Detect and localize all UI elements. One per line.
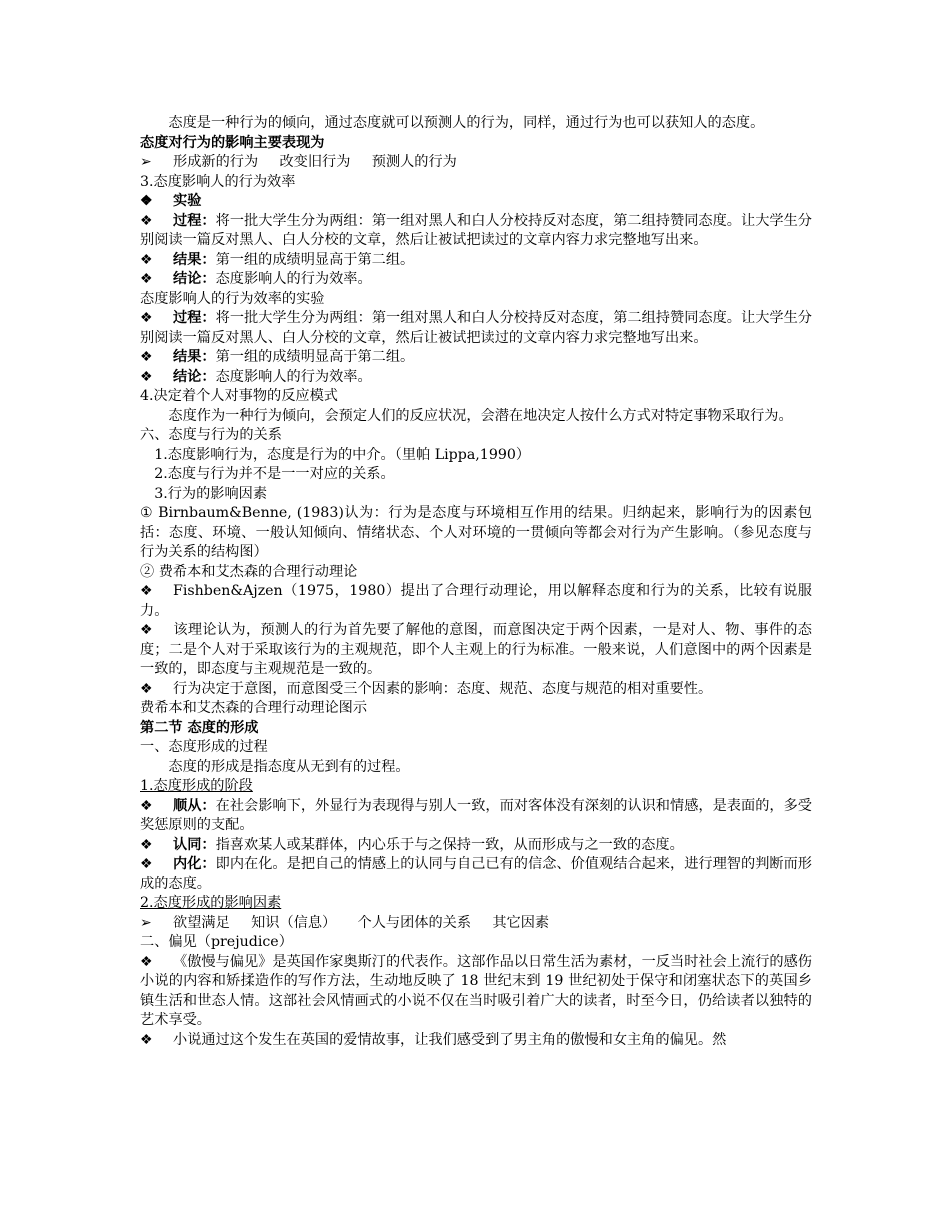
bullet-list-item: ❖ 认同：指喜欢某人或某群体，内心乐于与之保持一致，从而形成与之一致的态度。 (140, 836, 812, 856)
diamond-bullet-icon: ❖ (140, 349, 153, 365)
subheading: 3.态度影响人的行为效率 (140, 173, 296, 190)
list-item: 2.态度与行为并不是一一对应的关系。 (154, 466, 395, 482)
heading: 态度对行为的影响主要表现为 (140, 134, 325, 151)
paragraph: ② 费希本和艾杰森的合理行动理论 (140, 563, 358, 580)
arrow-bullet-icon: ➢ (140, 154, 152, 170)
diamond-bullet-icon: ❖ (140, 953, 153, 970)
diamond-bullet-icon: ❖ (140, 680, 153, 697)
chapter-heading: 第二节 态度的形成 (140, 719, 259, 736)
bullet-list-item: ➢ 形成新的行为 改变旧行为 预测人的行为 (140, 153, 812, 173)
diamond-bullet-icon: ❖ (140, 583, 153, 599)
diamond-bullet-icon: ❖ (140, 310, 153, 326)
diamond-bullet-icon: ❖ (140, 856, 153, 872)
paragraph: ① Birnbaum&Benne, (1983)认为：行为是态度与环境相互作用的结果。归纳起来，影响行为的因素包括：态度、环境、一般认知倾向、情绪状态、个人对环境的一贯倾向等都会对行为产生影响。（参见态度与行为关系的结构图） (140, 505, 812, 560)
bullet-list-item: ❖ 《傲慢与偏见》是英国作家奥斯汀的代表作。这部作品以日常生活为素材，一反当时社会上流行的感伤小说的内容和矫揉造作的写作方法，生动地反映了 18 世纪末到 19 世纪初处于保守和闭塞状态下的英国乡镇生活和世态人情。这部社会风情画式的小说不仅在当时吸引着广大的读者，时至今日，仍给读者以独特的艺术享受。 (140, 953, 812, 1028)
bullet-list-item: ❖ 实验 (140, 192, 812, 212)
bullet-list-item: ❖ 小说通过这个发生在英国的爱情故事，让我们感受到了男主角的傲慢和女主角的偏见。然 (140, 1031, 812, 1051)
arrow-bullet-icon: ➢ (140, 914, 152, 931)
bullet-list-item: ❖ 内化：即内在化。是把自己的情感上的认同与自己已有的信念、价值观结合起来，进行理智的判断而形成的态度。 (140, 856, 812, 892)
bullet-list-item: ❖ 结论：态度影响人的行为效率。 (140, 368, 812, 388)
paragraph: 费希本和艾杰森的合理行动理论图示 (140, 700, 368, 716)
list-item: 1.态度影响行为，态度是行为的中介。（里帕 Lippa,1990） (154, 446, 531, 463)
paragraph: 态度作为一种行为倾向，会预定人们的反应状况，会潜在地决定人按什么方式对特定事物采取行为。 (168, 407, 793, 424)
diamond-bullet-icon: ❖ (140, 368, 153, 385)
bullet-list-item: ❖ Fishben&Ajzen（1975，1980）提出了合理行动理论，用以解释态度和行为的关系，比较有说服力。 (140, 583, 812, 619)
diamond-bullet-icon: ❖ (140, 836, 153, 853)
section-heading: 一、态度形成的过程 (140, 739, 268, 755)
diamond-bullet-icon: ❖ (140, 193, 153, 209)
diamond-bullet-icon: ❖ (140, 251, 153, 268)
section-heading: 二、偏见（prejudice） (140, 934, 293, 950)
diamond-bullet-icon: ❖ (140, 797, 153, 814)
paragraph: 态度的形成是指态度从无到有的过程。 (168, 758, 410, 775)
bullet-list-item: ❖ 过程：将一批大学生分为两组：第一组对黑人和白人分校持反对态度，第二组持赞同态度。让大学生分别阅读一篇反对黑人、白人分校的文章，然后让被试把读过的文章内容力求完整地写出来。 (140, 310, 812, 346)
subheading: 4.决定着个人对事物的反应模式 (140, 388, 338, 404)
list-item: 3.行为的影响因素 (154, 485, 268, 502)
document-page (140, 114, 812, 1050)
bullet-list-item: ❖ 行为决定于意图，而意图受三个因素的影响：态度、规范、态度与规范的相对重要性。 (140, 680, 812, 700)
paragraph: 态度影响人的行为效率的实验 (140, 290, 325, 307)
bullet-list-item: ➢ 欲望满足 知识（信息） 个人与团体的关系 其它因素 (140, 914, 812, 934)
bullet-list-item: ❖ 该理论认为，预测人的行为首先要了解他的意图，而意图决定于两个因素，一是对人、物、事件的态度；二是个人对于采取该行为的主观规范，即个人主观上的行为标准。一般来说，人们意图中的两个因素是一致的，即态度与主观规范是一致的。 (140, 622, 812, 677)
section-heading: 六、态度与行为的关系 (140, 427, 282, 443)
bullet-list-item: ❖ 结果：第一组的成绩明显高于第二组。 (140, 251, 812, 271)
diamond-bullet-icon: ❖ (140, 212, 153, 229)
subheading: 2.态度形成的影响因素 (140, 895, 282, 911)
diamond-bullet-icon: ❖ (140, 622, 153, 638)
bullet-list-item: ❖ 结论：态度影响人的行为效率。 (140, 270, 812, 290)
paragraph: 态度是一种行为的倾向，通过态度就可以预测人的行为，同样，通过行为也可以获知人的态度。 (168, 115, 765, 131)
diamond-bullet-icon: ❖ (140, 1031, 153, 1048)
bullet-list-item: ❖ 顺从：在社会影响下，外显行为表现得与别人一致，而对客体没有深刻的认识和情感，是表面的，多受奖惩原则的支配。 (140, 797, 812, 833)
bullet-list-item: ❖ 结果：第一组的成绩明显高于第二组。 (140, 348, 812, 368)
bullet-list-item: ❖ 过程：将一批大学生分为两组：第一组对黑人和白人分校持反对态度，第二组持赞同态度。让大学生分别阅读一篇反对黑人、白人分校的文章，然后让被试把读过的文章内容力求完整地写出来。 (140, 212, 812, 248)
diamond-bullet-icon: ❖ (140, 271, 153, 287)
subheading: 1.态度形成的阶段 (140, 778, 253, 794)
